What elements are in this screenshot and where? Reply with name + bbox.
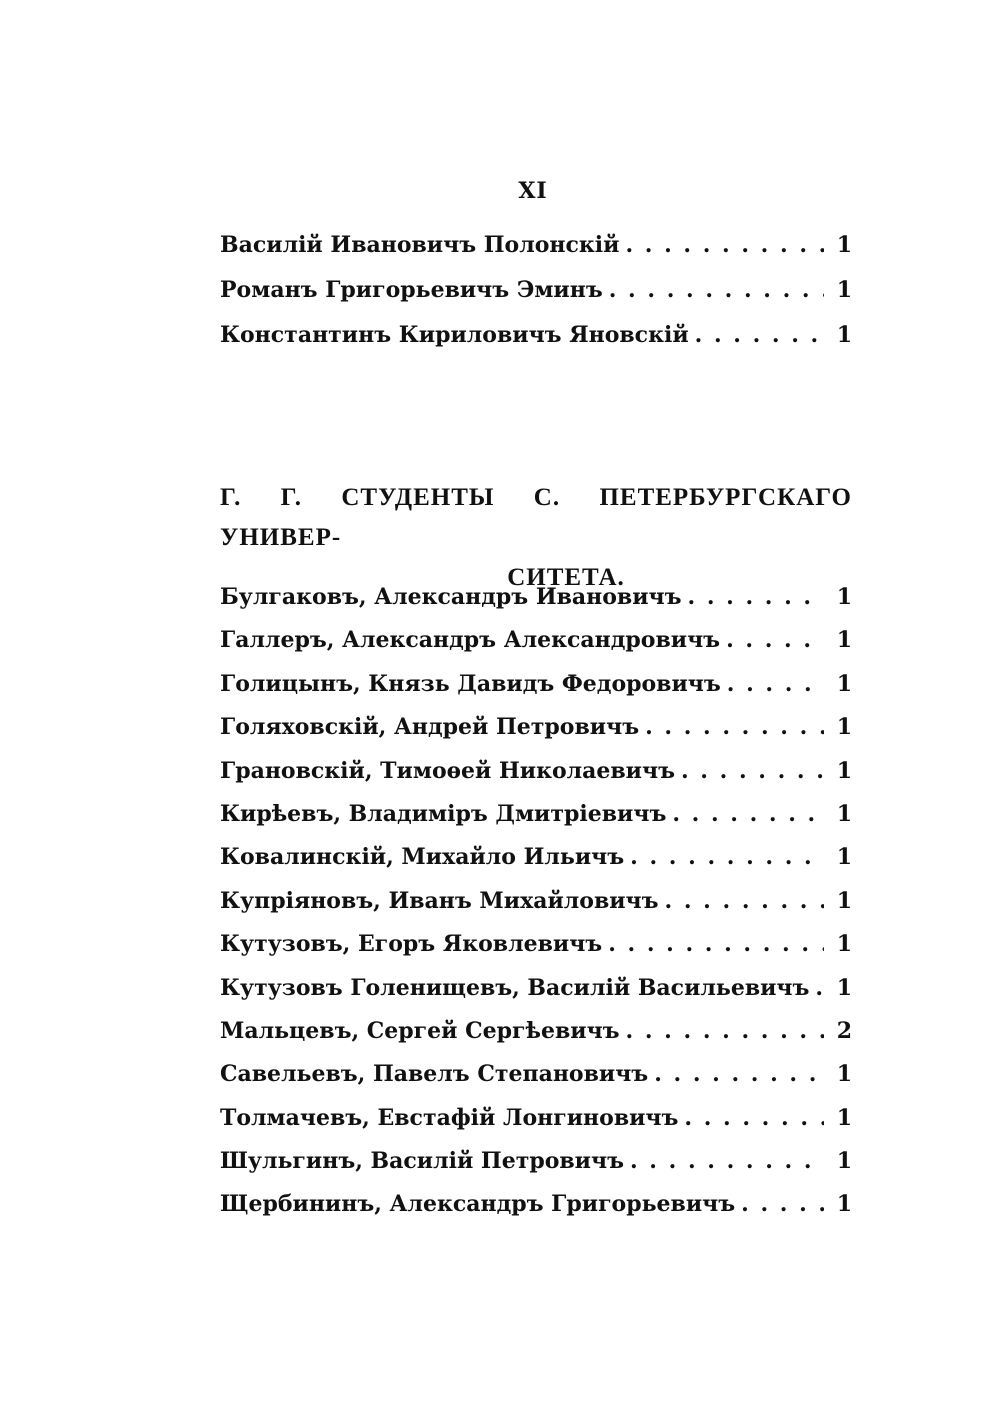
- dot-leader: [625, 232, 824, 258]
- list-item: [220, 671, 852, 714]
- student-name: Голяховскій, Андрей Петровичъ: [220, 714, 640, 741]
- subscriber-name: Василій Ивановичъ Полонскій: [220, 232, 620, 258]
- student-name: Булгаковъ, Александръ Ивановичъ: [220, 584, 682, 610]
- copies-count: 1: [836, 757, 852, 784]
- student-name: Мальцевъ, Сергей Сергѣевичъ: [220, 1017, 620, 1044]
- dot-leader: [727, 671, 824, 697]
- copies-count: 1: [836, 844, 852, 871]
- list-item: [220, 801, 852, 844]
- dot-leader: [609, 277, 824, 303]
- copies-count: 1: [836, 584, 852, 610]
- list-item: [220, 975, 852, 1018]
- copies-count: 1: [836, 232, 852, 258]
- copies-count: 1: [836, 322, 852, 348]
- student-name: Шульгинъ, Василій Петровичъ: [220, 1148, 624, 1175]
- list-item: [220, 1148, 852, 1191]
- list-item: [220, 1061, 852, 1104]
- copies-count: 1: [836, 887, 852, 914]
- copies-count: 1: [836, 1191, 852, 1218]
- list-item: [220, 1018, 852, 1061]
- copies-count: 1: [836, 974, 852, 1001]
- list-item: [220, 1105, 852, 1148]
- student-name: Ковалинскій, Михайло Ильичъ: [220, 844, 625, 871]
- copies-count: 1: [836, 670, 852, 697]
- dot-leader: [695, 322, 824, 348]
- page-number: XI: [518, 178, 548, 204]
- dot-leader: [630, 844, 824, 870]
- list-item: [220, 931, 852, 974]
- copies-count: 1: [836, 1148, 852, 1175]
- copies-count: 2: [836, 1017, 852, 1044]
- student-name: Кутузовъ, Егоръ Яковлевичъ: [220, 931, 603, 958]
- list-item: [220, 844, 852, 887]
- copies-count: 1: [836, 1104, 852, 1131]
- student-name: Кутузовъ Голенищевъ, Василій Васильевичъ: [220, 974, 810, 1001]
- dot-leader: [741, 1191, 824, 1217]
- dot-leader: [726, 627, 824, 653]
- student-name: Щербининъ, Александръ Григорьевичъ: [220, 1191, 736, 1218]
- dot-leader: [688, 584, 824, 610]
- subscriber-list-top: [220, 232, 852, 367]
- dot-leader: [665, 888, 824, 914]
- student-name: Савельевъ, Павелъ Степановичъ: [220, 1061, 649, 1088]
- list-item: [220, 584, 852, 627]
- section-heading-line1: Г. Г. СТУДЕНТЫ С. ПЕТЕРБУРГСКАГО УНИВЕР-: [220, 484, 852, 551]
- student-name: Толмачевъ, Евстафій Лонгиновичъ: [220, 1104, 679, 1131]
- list-item: [220, 277, 852, 322]
- list-item: [220, 714, 852, 757]
- dot-leader: [626, 1018, 824, 1044]
- copies-count: 1: [836, 714, 852, 741]
- list-item: [220, 888, 852, 931]
- dot-leader: [608, 931, 824, 957]
- student-name: Голицынъ, Князь Давидъ Федоровичъ: [220, 670, 721, 697]
- subscriber-name: Константинъ Кириловичъ Яновскій: [220, 322, 689, 348]
- section-heading: [220, 478, 852, 598]
- list-item: [220, 758, 852, 801]
- student-name: Кирѣевъ, Владиміръ Дмитріевичъ: [220, 800, 667, 827]
- copies-count: 1: [836, 627, 852, 654]
- list-item: [220, 232, 852, 277]
- student-name: Галлеръ, Александръ Александровичъ: [220, 627, 721, 654]
- dot-leader: [630, 1148, 824, 1174]
- list-item: [220, 627, 852, 670]
- section-heading-line2: СИТЕТА.: [507, 564, 625, 591]
- dot-leader: [645, 714, 824, 740]
- dot-leader: [815, 975, 824, 1001]
- student-list: [220, 584, 852, 1235]
- list-item: [220, 322, 852, 367]
- list-item: [220, 1191, 852, 1234]
- student-name: Грановскій, Тимоѳей Николаевичъ: [220, 757, 675, 784]
- copies-count: 1: [836, 931, 852, 958]
- dot-leader: [681, 758, 824, 784]
- dot-leader: [654, 1061, 824, 1087]
- dot-leader: [672, 801, 824, 827]
- dot-leader: [684, 1105, 824, 1131]
- student-name: Купріяновъ, Иванъ Михайловичъ: [220, 887, 659, 914]
- copies-count: 1: [836, 1061, 852, 1088]
- subscriber-name: Романъ Григорьевичъ Эминъ: [220, 277, 603, 303]
- copies-count: 1: [836, 800, 852, 827]
- copies-count: 1: [836, 277, 852, 303]
